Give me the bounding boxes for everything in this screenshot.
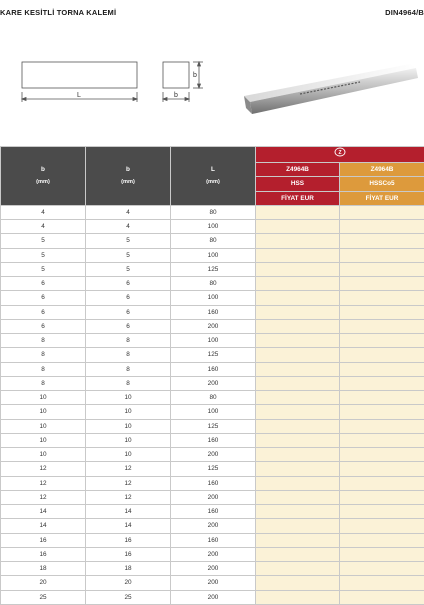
material-hss: HSS: [256, 177, 340, 191]
cell-b1: 10: [1, 391, 86, 405]
cell-b1: 5: [1, 248, 86, 262]
cell-price-hss: [256, 562, 340, 576]
cell-l: 125: [171, 262, 256, 276]
table-row: [1, 291, 424, 305]
cell-price-hss: [256, 405, 340, 419]
cell-l: 200: [171, 319, 256, 333]
cell-price-hssco5: [340, 376, 424, 390]
cell-b1: 10: [1, 419, 86, 433]
cell-l: 160: [171, 362, 256, 376]
cell-b2: 8: [86, 362, 171, 376]
cell-b1: 4: [1, 205, 86, 219]
cell-l: 200: [171, 576, 256, 590]
price-header-hssco5: FİYAT EUR: [340, 191, 424, 205]
table-row: [1, 562, 424, 576]
cell-b2: 10: [86, 391, 171, 405]
end-view-drawing: [163, 62, 203, 102]
cell-b1: 8: [1, 362, 86, 376]
cell-l: 125: [171, 419, 256, 433]
length-label: L: [77, 92, 81, 99]
cell-b1: 5: [1, 262, 86, 276]
cell-price-hss: [256, 505, 340, 519]
cell-price-hss: [256, 248, 340, 262]
product-code-hss: Z4964B: [256, 163, 340, 177]
standard-code: DIN4964/B: [385, 8, 424, 17]
cell-b1: 6: [1, 277, 86, 291]
cell-price-hssco5: [340, 248, 424, 262]
cell-l: 100: [171, 220, 256, 234]
cell-b1: 6: [1, 291, 86, 305]
cell-b2: 6: [86, 305, 171, 319]
cell-l: 160: [171, 476, 256, 490]
table-row: [1, 533, 424, 547]
cell-b1: 12: [1, 490, 86, 504]
cell-price-hssco5: [340, 590, 424, 604]
table-row: [1, 391, 424, 405]
width-label: b: [174, 92, 178, 99]
cell-b1: 12: [1, 462, 86, 476]
cell-b1: 25: [1, 590, 86, 604]
cell-l: 200: [171, 547, 256, 561]
cell-b1: 18: [1, 562, 86, 576]
brand-logo-icon: [334, 147, 346, 157]
cell-l: 80: [171, 277, 256, 291]
cell-l: 200: [171, 519, 256, 533]
table-row: [1, 376, 424, 390]
page-title: KARE KESİTLİ TORNA KALEMİ: [0, 8, 116, 17]
cell-price-hssco5: [340, 262, 424, 276]
cell-b2: 4: [86, 205, 171, 219]
table-row: [1, 505, 424, 519]
cell-b2: 18: [86, 562, 171, 576]
cell-b2: 12: [86, 490, 171, 504]
cell-l: 160: [171, 433, 256, 447]
cell-price-hssco5: [340, 391, 424, 405]
spec-table: [0, 146, 424, 605]
cell-b1: 8: [1, 376, 86, 390]
cell-l: 80: [171, 391, 256, 405]
cell-price-hssco5: [340, 476, 424, 490]
cell-price-hss: [256, 234, 340, 248]
table-row: [1, 362, 424, 376]
cell-price-hss: [256, 462, 340, 476]
cell-b2: 10: [86, 405, 171, 419]
cell-price-hss: [256, 362, 340, 376]
table-row: [1, 462, 424, 476]
table-row: [1, 405, 424, 419]
cell-price-hss: [256, 590, 340, 604]
cell-l: 200: [171, 376, 256, 390]
cell-b2: 5: [86, 262, 171, 276]
cell-b2: 8: [86, 334, 171, 348]
product-code-hssco5: Z4964B: [340, 163, 424, 177]
tool-bit-image: [244, 64, 418, 114]
cell-b1: 16: [1, 533, 86, 547]
table-row: [1, 433, 424, 447]
cell-price-hssco5: [340, 576, 424, 590]
cell-price-hss: [256, 476, 340, 490]
column-header-b1: b (mm): [1, 147, 86, 206]
cell-price-hss: [256, 433, 340, 447]
cell-price-hssco5: [340, 319, 424, 333]
cell-price-hssco5: [340, 433, 424, 447]
cell-b2: 8: [86, 348, 171, 362]
table-row: [1, 277, 424, 291]
cell-b2: 16: [86, 533, 171, 547]
cell-l: 200: [171, 448, 256, 462]
cell-price-hss: [256, 305, 340, 319]
cell-price-hssco5: [340, 448, 424, 462]
cell-price-hssco5: [340, 277, 424, 291]
cell-price-hssco5: [340, 362, 424, 376]
cell-price-hssco5: [340, 205, 424, 219]
table-row: [1, 590, 424, 604]
cell-b1: 10: [1, 433, 86, 447]
cell-b1: 8: [1, 348, 86, 362]
cell-l: 100: [171, 248, 256, 262]
table-row: [1, 576, 424, 590]
cell-price-hss: [256, 519, 340, 533]
table-row: [1, 205, 424, 219]
table-row: [1, 476, 424, 490]
table-row: [1, 220, 424, 234]
cell-b1: 6: [1, 319, 86, 333]
cell-price-hss: [256, 220, 340, 234]
cell-b2: 16: [86, 547, 171, 561]
cell-price-hssco5: [340, 405, 424, 419]
cell-price-hss: [256, 291, 340, 305]
cell-l: 80: [171, 234, 256, 248]
cell-price-hssco5: [340, 533, 424, 547]
cell-b2: 5: [86, 234, 171, 248]
cell-price-hssco5: [340, 291, 424, 305]
cell-price-hss: [256, 419, 340, 433]
technical-drawings: [0, 22, 424, 142]
brand-logo-cell: [256, 147, 424, 163]
cell-l: 200: [171, 562, 256, 576]
cell-price-hss: [256, 319, 340, 333]
table-row: [1, 547, 424, 561]
cell-b1: 12: [1, 476, 86, 490]
cell-b2: 12: [86, 476, 171, 490]
svg-text:Z: Z: [338, 150, 341, 156]
cell-b2: 8: [86, 376, 171, 390]
cell-b2: 25: [86, 590, 171, 604]
table-row: [1, 419, 424, 433]
cell-price-hssco5: [340, 305, 424, 319]
table-row: [1, 305, 424, 319]
height-label: b: [193, 72, 197, 79]
column-header-b2: b (mm): [86, 147, 171, 206]
cell-b2: 14: [86, 519, 171, 533]
price-header-hss: FİYAT EUR: [256, 191, 340, 205]
cell-b2: 5: [86, 248, 171, 262]
cell-l: 100: [171, 291, 256, 305]
cell-price-hssco5: [340, 234, 424, 248]
cell-b1: 8: [1, 334, 86, 348]
table-row: [1, 448, 424, 462]
cell-b2: 20: [86, 576, 171, 590]
cell-price-hss: [256, 448, 340, 462]
cell-b1: 10: [1, 405, 86, 419]
cell-b2: 6: [86, 319, 171, 333]
table-row: [1, 334, 424, 348]
cell-b2: 6: [86, 291, 171, 305]
cell-b1: 4: [1, 220, 86, 234]
cell-price-hss: [256, 490, 340, 504]
cell-price-hssco5: [340, 220, 424, 234]
cell-price-hss: [256, 576, 340, 590]
cell-price-hssco5: [340, 505, 424, 519]
cell-price-hssco5: [340, 334, 424, 348]
cell-b1: 5: [1, 234, 86, 248]
cell-b1: 14: [1, 505, 86, 519]
cell-price-hssco5: [340, 348, 424, 362]
cell-price-hss: [256, 533, 340, 547]
material-hssco5: HSSCo5: [340, 177, 424, 191]
cell-price-hssco5: [340, 419, 424, 433]
cell-b1: 14: [1, 519, 86, 533]
cell-b2: 12: [86, 462, 171, 476]
cell-price-hss: [256, 334, 340, 348]
cell-l: 200: [171, 490, 256, 504]
cell-b2: 14: [86, 505, 171, 519]
cell-b2: 10: [86, 419, 171, 433]
table-row: [1, 490, 424, 504]
table-row: [1, 234, 424, 248]
cell-price-hssco5: [340, 562, 424, 576]
cell-b1: 16: [1, 547, 86, 561]
cell-l: 200: [171, 590, 256, 604]
cell-l: 100: [171, 334, 256, 348]
table-row: [1, 262, 424, 276]
cell-price-hss: [256, 262, 340, 276]
cell-l: 160: [171, 533, 256, 547]
cell-b2: 6: [86, 277, 171, 291]
cell-price-hss: [256, 348, 340, 362]
cell-price-hss: [256, 547, 340, 561]
cell-l: 100: [171, 405, 256, 419]
cell-l: 125: [171, 348, 256, 362]
cell-price-hss: [256, 277, 340, 291]
table-row: [1, 348, 424, 362]
table-row: [1, 319, 424, 333]
cell-b1: 20: [1, 576, 86, 590]
cell-b2: 10: [86, 433, 171, 447]
column-header-length: L (mm): [171, 147, 256, 206]
cell-b1: 10: [1, 448, 86, 462]
table-row: [1, 248, 424, 262]
cell-price-hss: [256, 205, 340, 219]
cell-price-hss: [256, 391, 340, 405]
cell-b2: 4: [86, 220, 171, 234]
cell-b1: 6: [1, 305, 86, 319]
cell-l: 160: [171, 505, 256, 519]
cell-l: 80: [171, 205, 256, 219]
cell-l: 125: [171, 462, 256, 476]
cell-price-hssco5: [340, 519, 424, 533]
cell-l: 160: [171, 305, 256, 319]
cell-price-hssco5: [340, 547, 424, 561]
cell-price-hss: [256, 376, 340, 390]
table-row: [1, 519, 424, 533]
cell-price-hssco5: [340, 490, 424, 504]
cell-b2: 10: [86, 448, 171, 462]
cell-price-hssco5: [340, 462, 424, 476]
